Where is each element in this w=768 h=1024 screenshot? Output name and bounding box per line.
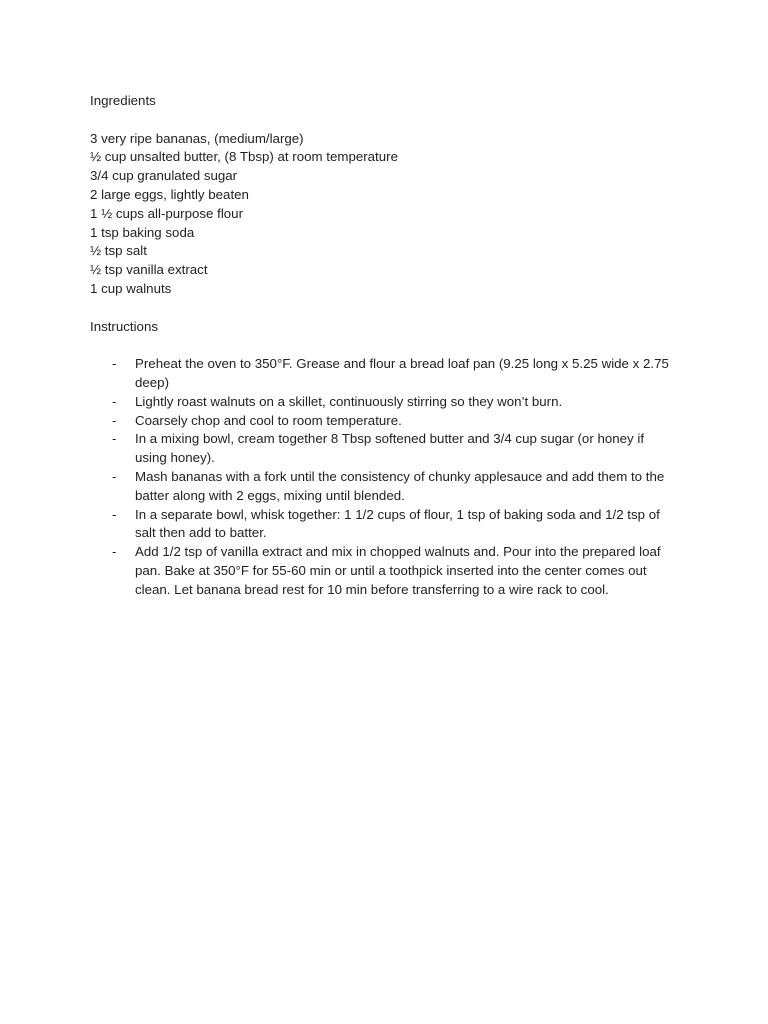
step-text: Add 1/2 tsp of vanilla extract and mix in chopped walnuts and. Pour into the prepared loaf pan. Bake at 350°F for 55-60 min or until a toothpick inserted into the center comes out clean. Let banana bread rest for 10 min before transferring to a wire rack to cool.	[135, 544, 661, 597]
ingredient-item: ½ tsp vanilla extract	[90, 262, 208, 278]
ingredient-item: 3/4 cup granulated sugar	[90, 168, 238, 184]
document-page	[90, 92, 690, 600]
ingredient-item: 3 very ripe bananas, (medium/large)	[90, 130, 304, 146]
step-text: Preheat the oven to 350°F. Grease and flour a bread loaf pan (9.25 long x 5.25 wide x 2.75 deep)	[135, 356, 669, 390]
bullet-dash: -	[112, 468, 117, 484]
ingredient-list	[90, 130, 690, 299]
bullet-dash: -	[112, 544, 117, 560]
bullet-dash: -	[112, 356, 117, 372]
instructions-heading: Instructions	[90, 318, 158, 334]
ingredient-item: ½ tsp salt	[90, 243, 147, 259]
bullet-dash: -	[112, 431, 117, 447]
ingredient-item: 1 ½ cups all-purpose flour	[90, 205, 243, 221]
step-text: In a separate bowl, whisk together: 1 1/2 cups of flour, 1 tsp of baking soda and 1/2 tsp of salt then add to batter.	[135, 506, 660, 541]
instruction-steps	[90, 355, 670, 599]
instruction-step	[90, 393, 670, 412]
instruction-step	[90, 412, 670, 431]
instruction-step	[90, 543, 670, 599]
ingredient-item: 1 tsp baking soda	[90, 224, 195, 240]
instruction-step	[90, 468, 670, 506]
ingredient-item: ½ cup unsalted butter, (8 Tbsp) at room temperature	[90, 149, 398, 165]
instruction-step	[90, 355, 670, 393]
instruction-step	[90, 506, 670, 544]
instruction-step	[90, 430, 670, 468]
step-text: Mash bananas with a fork until the consistency of chunky applesauce and add them to the batter along with 2 eggs, mixing until blended.	[135, 468, 665, 503]
step-text: In a mixing bowl, cream together 8 Tbsp softened butter and 3/4 cup sugar (or honey if using honey).	[135, 431, 645, 466]
step-text: Coarsely chop and cool to room temperature.	[135, 412, 402, 428]
bullet-dash: -	[112, 393, 117, 409]
ingredients-heading: Ingredients	[90, 93, 156, 108]
ingredient-item: 1 cup walnuts	[90, 280, 172, 296]
ingredient-item: 2 large eggs, lightly beaten	[90, 186, 249, 202]
bullet-dash: -	[112, 506, 117, 522]
bullet-dash: -	[112, 412, 117, 428]
step-text: Lightly roast walnuts on a skillet, continuously stirring so they won’t burn.	[135, 393, 563, 409]
